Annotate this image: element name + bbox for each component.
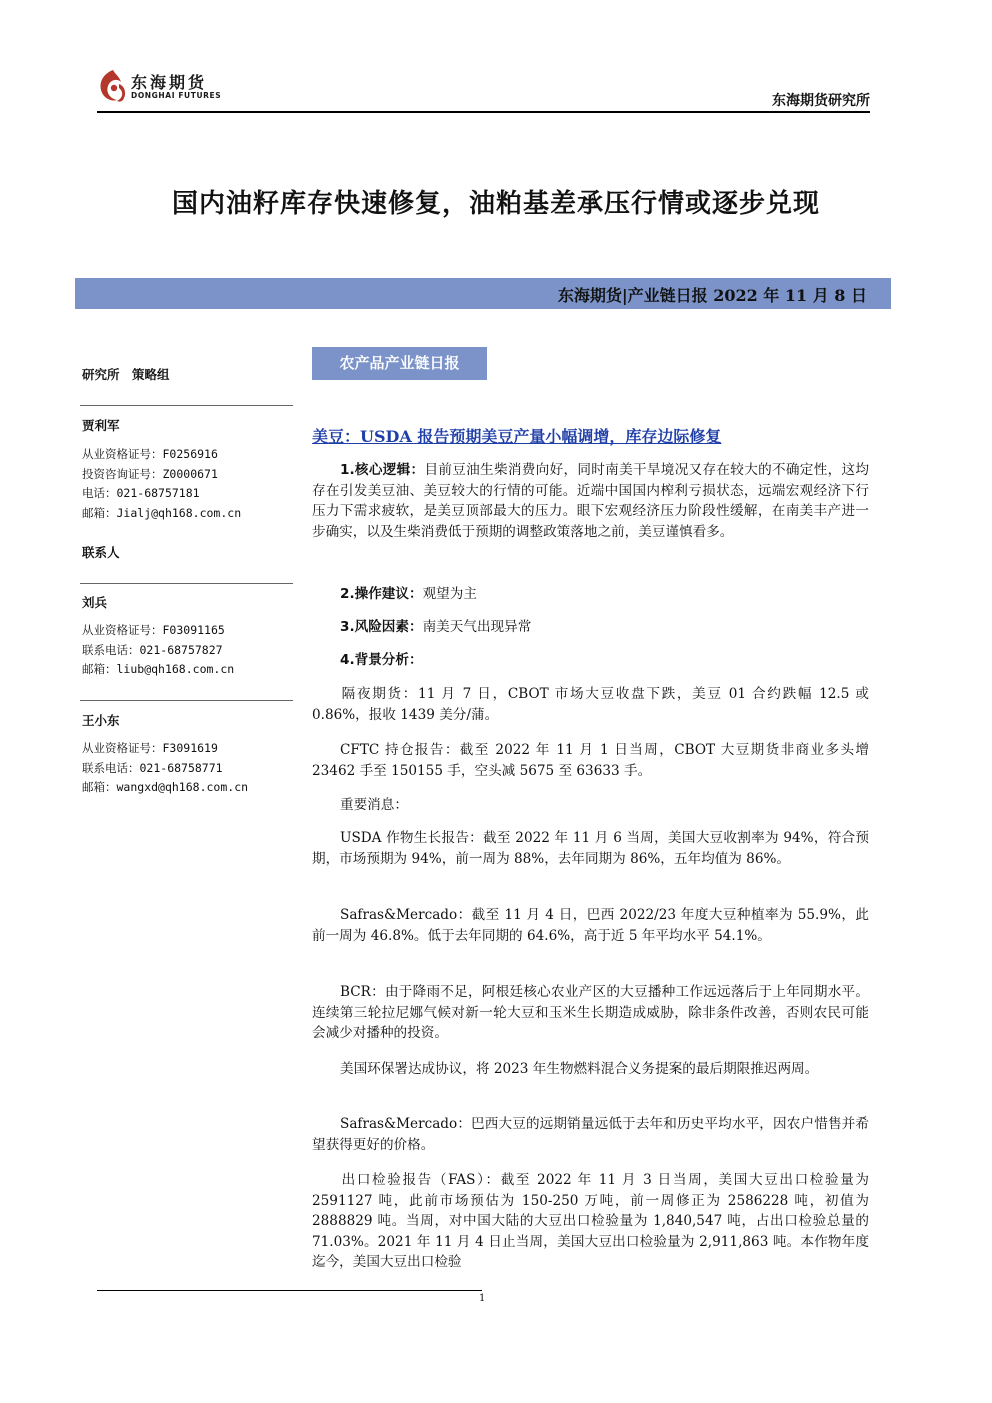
body-paragraph: Safras&Mercado：巴西大豆的远期销量远低于去年和历史平均水平，因农户惜售并希望获得更好的价格。	[312, 1116, 869, 1153]
body-paragraph: 出口检验报告（FAS）：截至 2022 年 11 月 3 日当周，美国大豆出口检验量为 2591127 吨，此前市场预估为 150-250 万吨，前一周修正为 2586228 吨，初值为 2888829 吨。当周，对中国大陆的大豆出口检验量为 1,840,547 吨，占出口检验总量的 71.03%。2021 年 11 月 4 日止当周，美国大豆出口检验量为 2,911,863 吨。本作物年度迄今，美国大豆出口检验	[312, 1172, 869, 1270]
report-banner	[75, 278, 891, 309]
core-logic-text: 目前豆油生柴消费向好，同时南美干旱境况又存在较大的不确定性，这均存在引发美豆油、美豆较大的行情的可能。近端中国国内榨利亏损状态，远端宏观经济下行压力下需求疲软，是美豆顶部最大的压力。眼下宏观经济压力阶段性缓解，在南美丰产进一步确实，以及生柴消费低于预期的调整政策落地之前，美豆谨慎看多。	[312, 462, 870, 540]
footer-divider	[97, 1290, 482, 1291]
contact-license: 从业资格证号：F03091165	[82, 623, 225, 637]
header-divider	[97, 111, 870, 113]
article-title-link[interactable]: 美豆：USDA 报告预期美豆产量小幅调增，库存边际修复	[312, 427, 722, 446]
risk-text: 南美天气出现异常	[422, 619, 532, 635]
body-paragraph: 美国环保署达成协议，将 2023 年生物燃料混合义务提案的最后期限推迟两周。	[340, 1061, 819, 1077]
logo-emblem-icon	[97, 68, 129, 104]
company-logo	[97, 66, 237, 106]
analyst-consult-license: 投资咨询证号：Z0000671	[82, 466, 218, 481]
contact-info	[82, 739, 248, 798]
contact-name: 刘兵	[82, 595, 108, 610]
contact-license: 从业资格证号：F3091619	[82, 741, 218, 755]
sidebar-department: 研究所 策略组	[82, 367, 170, 382]
background-label: 4.背景分析：	[340, 652, 423, 668]
analyst-info	[82, 445, 241, 523]
report-title: 国内油籽库存快速修复，油粕基差承压行情或逐步兑现	[171, 189, 820, 219]
logo-text-cn: 东海期货	[131, 73, 208, 92]
contact-phone: 联系电话：021-68757827	[82, 642, 223, 657]
advice-paragraph	[312, 584, 869, 605]
sidebar-divider	[80, 583, 293, 584]
section-badge	[312, 347, 487, 380]
logo-text-en: DONGHAI FUTURES	[131, 91, 222, 100]
contact-email: 邮箱：wangxd@qh168.com.cn	[82, 780, 249, 794]
body-paragraph: 隔夜期货：11 月 7 日，CBOT 市场大豆收盘下跌，美豆 01 合约跌幅 12.5 或 0.86%，报收 1439 美分/蒲。	[312, 686, 869, 723]
contact-name: 王小东	[82, 713, 120, 728]
body-paragraph: CFTC 持仓报告：截至 2022 年 11 月 1 日当周，CBOT 大豆期货非商业多头增 23462 手至 150155 手，空头减 5675 至 63633 手。	[312, 742, 869, 779]
core-logic-paragraph	[312, 460, 869, 542]
analyst-license: 从业资格证号：F0256916	[82, 447, 218, 461]
contact-heading: 联系人	[82, 545, 120, 560]
sidebar-divider	[80, 405, 293, 406]
banner-text: 东海期货|产业链日报 2022 年 11 月 8 日	[557, 286, 867, 305]
analyst-email: 邮箱：Jialj@qh168.com.cn	[82, 505, 242, 520]
section-badge-label: 农产品产业链日报	[339, 354, 460, 372]
contact-email: 邮箱：liub@qh168.com.cn	[82, 662, 235, 676]
body-paragraph: Safras&Mercado：截至 11 月 4 日，巴西 2022/23 年度大豆种植率为 55.9%，此前一周为 46.8%。低于去年同期的 64.6%，高于近 5 年平均水平 54.1%。	[312, 907, 869, 944]
page-number: 1	[479, 1293, 486, 1304]
sidebar-divider	[80, 700, 293, 701]
body-paragraph: USDA 作物生长报告：截至 2022 年 11 月 6 当周，美国大豆收割率为 94%，符合预期，市场预期为 94%，前一周为 88%，去年同期为 86%，五年均值为 86%。	[312, 830, 869, 867]
body-paragraph: BCR：由于降雨不足，阿根廷核心农业产区的大豆播种工作远远落后于上年同期水平。连续第三轮拉尼娜气候对新一轮大豆和玉米生长期造成威胁，除非条件改善，否则农民可能会减少对播种的投资。	[312, 984, 869, 1041]
risk-paragraph	[312, 617, 869, 638]
body-paragraph: 重要消息：	[340, 797, 408, 813]
core-logic-label: 1.核心逻辑：	[340, 462, 425, 478]
advice-text: 观望为主	[422, 586, 477, 602]
analyst-phone: 电话：021-68757181	[82, 486, 200, 500]
advice-label: 2.操作建议：	[340, 586, 423, 602]
risk-label: 3.风险因素：	[340, 619, 423, 635]
background-heading	[312, 650, 869, 671]
institute-name: 东海期货研究所	[772, 93, 870, 109]
contact-info	[82, 621, 234, 680]
analyst-name: 贾利军	[82, 418, 120, 433]
contact-phone: 联系电话：021-68758771	[82, 760, 223, 775]
